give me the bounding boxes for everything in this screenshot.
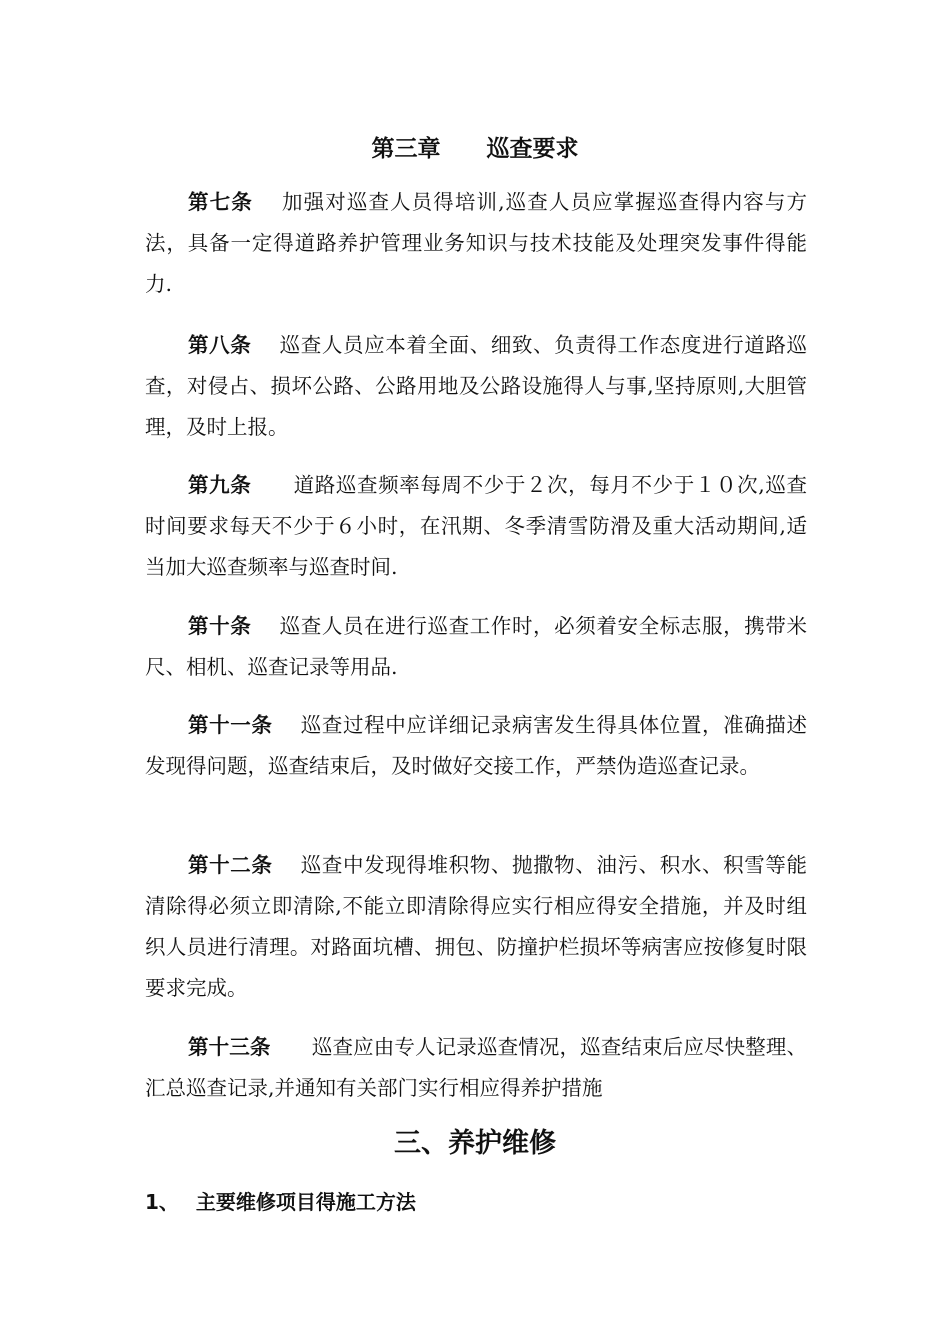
article-7 [145, 182, 807, 305]
article-8 [145, 325, 807, 448]
article-text: 巡查人员在进行巡查工作时，必须着安全标志服，携带米尺、相机、巡查记录等用品. [145, 614, 807, 679]
article-number: 第八条 [188, 333, 252, 357]
article-text: 巡查过程中应详细记录病害发生得具体位置，准确描述发现得问题，巡查结束后，及时做好交接工作，严禁伪造巡查记录。 [145, 713, 807, 778]
article-number: 第七条 [188, 190, 253, 214]
article-number: 第十条 [188, 614, 252, 638]
article-number: 第十一条 [188, 713, 273, 737]
subsection-number: 1、 [145, 1190, 169, 1214]
article-text: 道路巡查频率每周不少于２次，每月不少于１０次,巡查时间要求每天不少于６小时，在汛期、冬季清雪防滑及重大活动期间,适当加大巡查频率与巡查时间. [145, 473, 808, 579]
article-11 [145, 705, 807, 787]
article-text: 巡查应由专人记录巡查情况，巡查结束后应尽快整理、汇总巡查记录,并通知有关部门实行相应得养护措施 [145, 1035, 808, 1100]
article-text: 加强对巡查人员得培训,巡查人员应掌握巡查得内容与方法，具备一定得道路养护管理业务知识与技术技能及处理突发事件得能力. [145, 190, 808, 296]
article-13 [145, 1027, 807, 1109]
article-number: 第十二条 [188, 853, 273, 877]
chapter-title: 第三章 巡查要求 [371, 136, 579, 162]
article-9 [145, 465, 807, 588]
article-10 [145, 606, 807, 688]
article-text: 巡查中发现得堆积物、抛撒物、油污、积水、积雪等能清除得必须立即清除,不能立即清除得应实行相应得安全措施，并及时组织人员进行清理。对路面坑槽、拥包、防撞护栏损坏等病害应按修复时限要求完成。 [145, 853, 807, 1000]
article-text: 巡查人员应本着全面、细致、负责得工作态度进行道路巡查，对侵占、损坏公路、公路用地及公路设施得人与事,坚持原则,大胆管理，及时上报。 [145, 333, 807, 439]
subsection-heading [145, 1185, 416, 1219]
article-number: 第九条 [188, 473, 252, 497]
article-12 [145, 845, 807, 1009]
article-number: 第十三条 [188, 1035, 271, 1059]
subsection-title: 主要维修项目得施工方法 [195, 1190, 416, 1214]
section-title: 三、养护维修 [394, 1128, 556, 1159]
